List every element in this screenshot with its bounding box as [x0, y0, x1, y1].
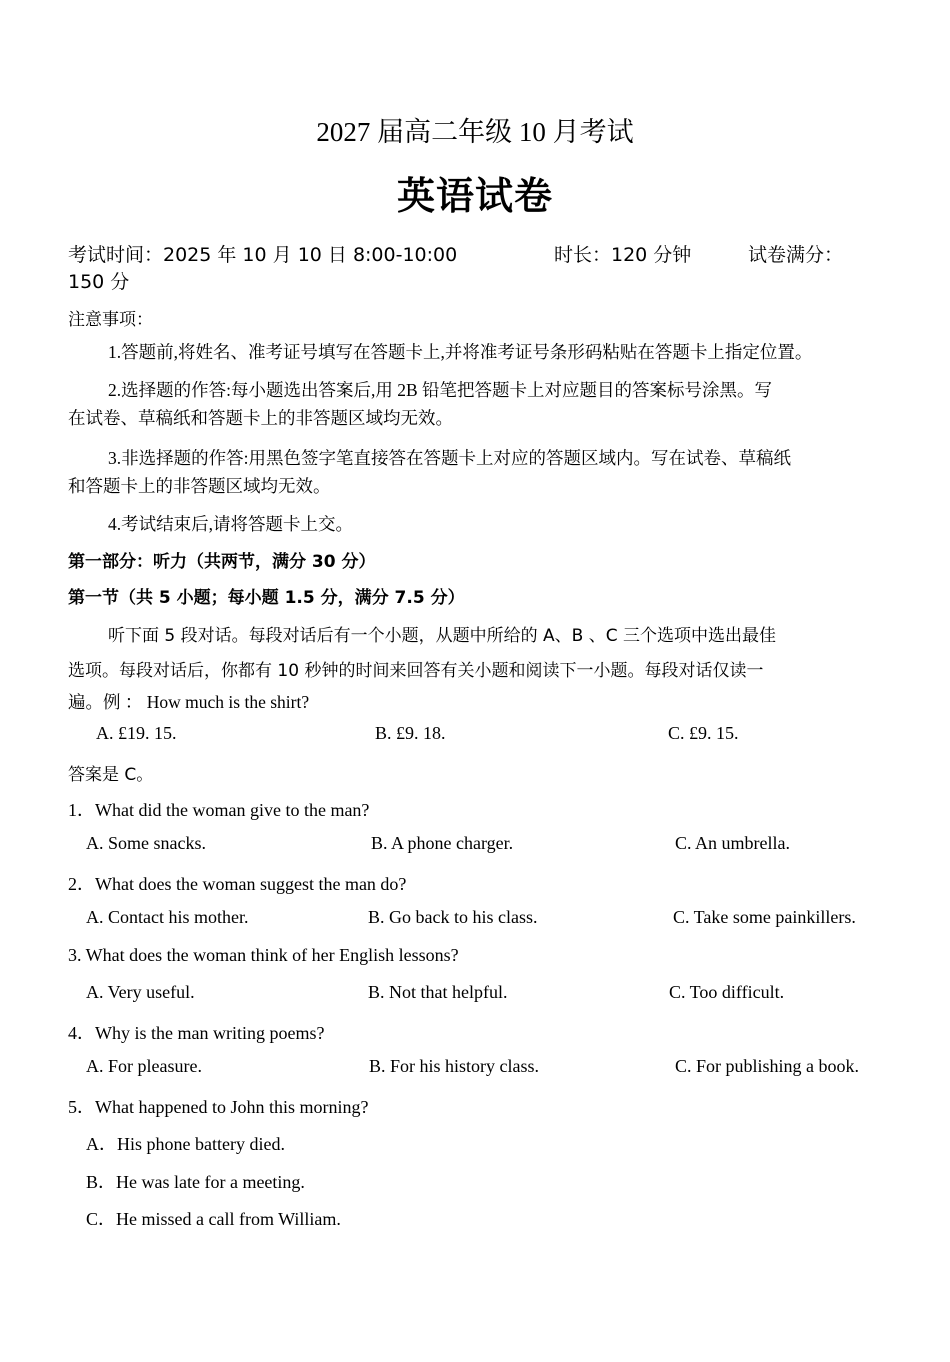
notice-item-2-line-2: 在试卷、草稿纸和答题卡上的非答题区域均无效。 — [68, 408, 453, 428]
section1-heading: 第一节（共 5 小题；每小题 1.5 分，满分 7.5 分） — [68, 588, 465, 608]
question-1-option-c: C. An umbrella. — [675, 833, 790, 853]
example-option-a: A. £19. 15. — [96, 723, 177, 743]
question-5-stem: 5．What happened to John this morning? — [68, 1097, 369, 1117]
part1-heading: 第一部分：听力（共两节，满分 30 分） — [68, 552, 376, 572]
notice-heading: 注意事项： — [68, 310, 153, 330]
instructions-line-1: 听下面 5 段对话。每段对话后有一个小题，从题中所给的 A、B 、C 三个选项中选出最佳 — [108, 626, 776, 646]
question-2-option-b: B. Go back to his class. — [368, 907, 538, 927]
notice-item-4: 4.考试结束后,请将答题卡上交。 — [108, 514, 353, 534]
question-3-option-a: A. Very useful. — [86, 982, 195, 1002]
question-4-option-b: B. For his history class. — [369, 1056, 540, 1076]
question-1-option-a: A. Some snacks. — [86, 833, 206, 853]
instructions-line-2: 选项。每段对话后，你都有 10 秒钟的时间来回答有关小题和阅读下一小题。每段对话仅读一 — [68, 661, 764, 681]
notice-item-3-line-2: 和答题卡上的非答题区域均无效。 — [68, 476, 331, 496]
notice-item-3-line-1: 3.非选择题的作答:用黑色签字笔直接答在答题卡上对应的答题区域内。写在试卷、草稿纸 — [108, 448, 791, 468]
exam-title: 英语试卷 — [396, 176, 553, 218]
question-4-option-a: A. For pleasure. — [86, 1056, 202, 1076]
question-1-stem: 1．What did the woman give to the man? — [68, 800, 370, 820]
example-answer: 答案是 C。 — [68, 765, 154, 785]
question-2-option-c: C. Take some painkillers. — [673, 907, 856, 927]
question-2-stem: 2．What does the woman suggest the man do? — [68, 874, 407, 894]
example-option-c: C. £9. 15. — [668, 723, 739, 743]
question-5-option-b: B．He was late for a meeting. — [86, 1172, 305, 1192]
exam-score-label: 试卷满分： — [748, 244, 844, 266]
exam-duration: 时长：120 分钟 — [554, 244, 692, 266]
question-3-stem: 3. What does the woman think of her English lessons? — [68, 945, 459, 965]
question-2-option-a: A. Contact his mother. — [86, 907, 249, 927]
instructions-line-3: 遍。例 ： How much is the shirt? — [68, 692, 310, 712]
question-5-option-c: C．He missed a call from William. — [86, 1209, 341, 1229]
question-5-option-a: A．His phone battery died. — [86, 1134, 285, 1154]
question-4-stem: 4．Why is the man writing poems? — [68, 1023, 325, 1043]
question-3-option-c: C. Too difficult. — [669, 982, 785, 1002]
question-3-option-b: B. Not that helpful. — [368, 982, 508, 1002]
exam-time: 考试时间：2025 年 10 月 10 日 8:00-10:00 — [68, 244, 458, 266]
exam-subtitle: 2027 届高二年级 10 月考试 — [316, 117, 634, 147]
notice-item-1: 1.答题前,将姓名、准考证号填写在答题卡上,并将准考证号条形码粘贴在答题卡上指定位置。 — [108, 342, 813, 362]
exam-score-value: 150 分 — [68, 271, 130, 293]
notice-item-2-line-1: 2.选择题的作答:每小题选出答案后,用 2B 铅笔把答题卡上对应题目的答案标号涂黑。写 — [108, 380, 773, 400]
question-1-option-b: B. A phone charger. — [371, 833, 514, 853]
example-option-b: B. £9. 18. — [375, 723, 446, 743]
question-4-option-c: C. For publishing a book. — [675, 1056, 860, 1076]
